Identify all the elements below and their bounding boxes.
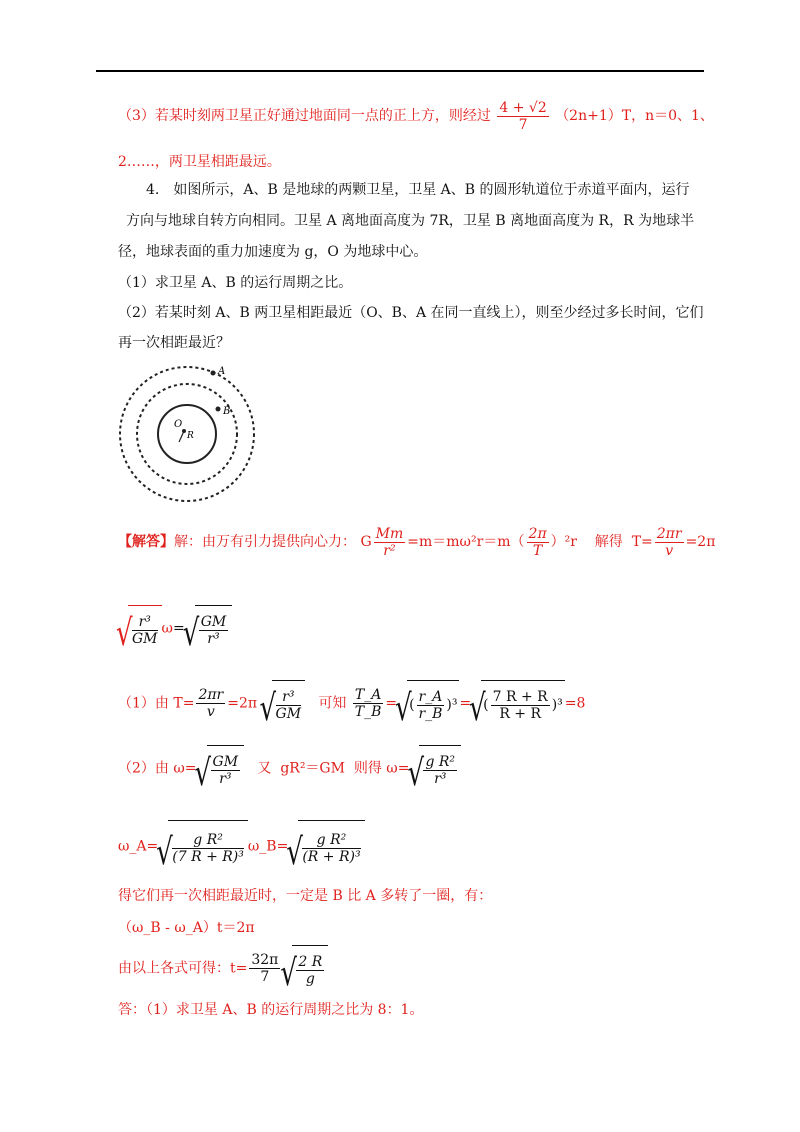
sqrt-r3-gm: √ $\frac{\text{r³}}{GM}$ [118, 605, 162, 652]
label-r: R [187, 431, 194, 441]
q3-answer-line1: （3）若某时刻两卫星正好通过地面同一点的正上方，则经过 $\frac{4 + √2}{7}$ （2n+1）T，n＝0、1、 [118, 99, 714, 133]
fraction-2pi-t: $\frac{2\pi}{T}$ [528, 525, 547, 559]
problem4-line3: 径，地球表面的重力加速度为 g，O 为地球中心。 [118, 244, 428, 260]
header-rule [96, 70, 704, 72]
fraction-2pir-v: $\frac{2\pi r}{v}$ [656, 525, 682, 559]
solution-omegas: ω_A= √ $\frac{\text{g R²}}{\text{(7 R + R)³}}$ ω_B= √ $\frac{\text{g R²}}{\text{(R + R)³}}$ [118, 820, 365, 873]
problem4-q2-line2: 再一次相距最近？ [118, 335, 230, 351]
solution-answer: 答：（1）求卫星 A、B 的运行周期之比为 8：1。 [118, 1002, 424, 1018]
satellite-a [211, 371, 216, 376]
q3-answer-line2: 2……，两卫星相距最远。 [118, 154, 281, 170]
label-o: O [174, 419, 183, 430]
problem4-q1: （1）求卫星 A、B 的运行周期之比。 [118, 275, 353, 291]
label-a: A [218, 366, 226, 377]
solution-part1: （1）由 T= $\frac{2\pi r}{v}$ =2π √ $\frac{\text{r³}}{GM}$ 可知 $\frac{T\_A}{T\_B}$ =√ ( $\frac{r\_A}{r\_B}$ )³ =√ ( $\frac{7 R + R}{R + R}$ )³ =8 [118, 680, 585, 727]
radius-line [179, 431, 184, 442]
q3-fraction: $\frac{4 + √2}{7}$ [499, 99, 547, 133]
sqrt-gm-r3: √ $\frac{GM}{\text{r³}}$ [185, 605, 233, 652]
solution-catch-up: 得它们再一次相距最近时，一定是 B 比 A 多转了一圈，有： [118, 888, 493, 904]
problem4-line2: 方向与地球自转方向相同。卫星 A 离地面高度为 7R，卫星 B 离地面高度为 R，R 为地球半 [126, 213, 695, 229]
problem4-line1: 4. 如图所示，A、B 是地球的两颗卫星，卫星 A、B 的圆形轨道位于赤道平面内，运行 [146, 182, 690, 198]
orbit-diagram [118, 365, 268, 515]
fraction-mm-r2: $\frac{Mm}{\text{r²}}$ [375, 525, 404, 559]
problem4-q2-line1: （2）若某时刻 A、B 两卫星相距最近（O、B、A 在同一直线上），则至少经过多长时间，它们 [118, 305, 704, 321]
solution-line2: √ $\frac{\text{r³}}{GM}$ ω= √ $\frac{GM}{\text{r³}}$ [118, 605, 232, 652]
fraction-ta-tb: $\frac{T\_A}{T\_B}$ [354, 687, 382, 720]
solution-equation: （ω_B - ω_A）t＝2π [118, 920, 255, 936]
solution-part2: （2）由 ω= √ $\frac{GM}{\text{r³}}$ 又 gR²＝GM 则得 ω= √ $\frac{\text{g R²}}{\text{r³}}$ [118, 745, 461, 792]
satellite-b [216, 407, 221, 412]
solution-line1: 【解答】解：由万有引力提供向心力： G $\frac{Mm}{\text{r²}}$ =m＝mω²r＝m（ $\frac{2\pi}{T}$ ）²r 解得 T= $\frac{2\pi r}{v}$ =2π [118, 525, 716, 559]
label-b: B [223, 406, 231, 417]
solution-result: 由以上各式可得：t= $\frac{32\pi}{7}$ √ $\frac{2 R}{g}$ [118, 945, 328, 992]
